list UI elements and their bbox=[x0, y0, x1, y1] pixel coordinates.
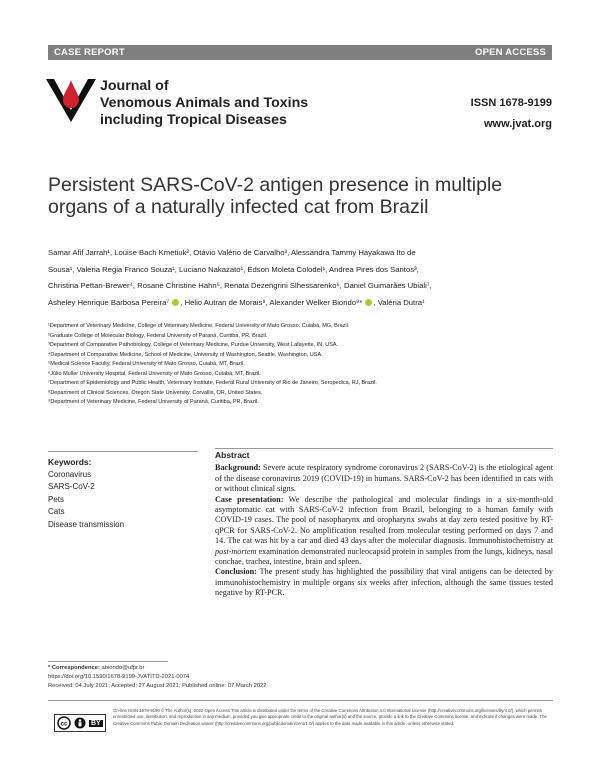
affiliation: ¹Department of Veterinary Medicine, College of Veterinary Medicine, Federal University of Mato Grosso, Cuiabá, MG, Brazil. bbox=[48, 323, 350, 329]
correspondence-label: * Correspondence: bbox=[48, 665, 100, 671]
orcid-icon[interactable] bbox=[365, 299, 372, 306]
author-list bbox=[48, 245, 556, 311]
affiliation: ⁵Medical Science Faculty, Federal University of Mato Grosso, Cuiabá, MT, Brazil. bbox=[48, 361, 245, 367]
background-label: Background: bbox=[215, 463, 261, 473]
divider bbox=[215, 448, 553, 449]
conclusion-label: Conclusion: bbox=[215, 567, 257, 577]
affiliations bbox=[48, 322, 558, 408]
affiliation: ⁶Júlio Muller University Hospital, Federal University of Mato Grosso, Cuiabá, MT, Brazil. bbox=[48, 370, 261, 377]
cc-icon bbox=[57, 716, 71, 730]
authors-line bbox=[48, 295, 556, 312]
keyword: Coronavirus bbox=[48, 469, 92, 479]
keywords-section bbox=[48, 456, 198, 531]
correspondence-email[interactable]: abiondo@ufpr.br bbox=[99, 665, 145, 671]
cc-by-label: BY bbox=[91, 719, 101, 727]
divider bbox=[48, 700, 553, 701]
journal-name bbox=[100, 78, 308, 129]
cc-license-badge[interactable] bbox=[54, 714, 106, 732]
case-text: examination demonstrated nucleocapsid protein in samples from the lungs, kidneys, nasal conchae, trachea, intestine, brain and spleen. bbox=[215, 546, 553, 567]
authors-line: Samar Afif Jarrah¹, Louise Bach Kmetiuk², Otávio Valério de Carvalho³, Alessandra Tammy Hayakawa Ito de bbox=[48, 248, 416, 257]
keywords-heading: Keywords: bbox=[48, 457, 92, 467]
keyword: Disease transmission bbox=[48, 519, 125, 529]
author-name: , Helio Autran de Morais⁸, Alexander Welker Biondo⁹* bbox=[180, 297, 363, 307]
header-bar bbox=[48, 45, 552, 60]
authors-line: Sousa¹, Valeria Regia Franco Souza¹, Luciano Nakazato¹, Edson Moleta Colodel¹, Andrea Pires dos Santos³, bbox=[48, 264, 419, 274]
abstract-conclusion bbox=[215, 567, 553, 598]
affiliation: ³Department of Comparative Pathobiology, College of Veterinary Medicine, Purdue University, West Lafayette, IN, USA. bbox=[48, 342, 339, 348]
journal-logo-icon bbox=[44, 76, 98, 126]
abstract-case bbox=[215, 495, 553, 568]
person-icon bbox=[74, 717, 86, 729]
orcid-icon[interactable] bbox=[172, 299, 179, 306]
doi-link[interactable]: https://doi.org/10.1590/1678-9199-JVATITD-2021-0074 bbox=[48, 674, 190, 680]
authors-line: Christina Pettan-Brewer⁴, Rosane Christine Hahn⁵, Renata Dezengrini Slhessarenko⁶, Daniel Guimarães Ubiali⁷, bbox=[48, 281, 432, 291]
abstract-background bbox=[215, 463, 553, 494]
article-title: Persistent SARS-CoV-2 antigen presence in multiple organs of a naturally infected cat from Brazil bbox=[48, 174, 503, 218]
svg-text:cc: cc bbox=[60, 721, 68, 728]
open-access-label: OPEN ACCESS bbox=[474, 47, 546, 58]
author-name: Asheley Henrique Barbosa Pereira⁷ bbox=[48, 297, 170, 307]
affiliation: ⁷Department of Epidemiology and Public Health, Veterinary Institute, Federal Rural University of Rio de Janeiro, Seropedica, RJ, Brazil. bbox=[48, 380, 377, 386]
abstract-heading: Abstract bbox=[215, 450, 250, 460]
divider bbox=[48, 451, 198, 452]
background-text: Severe acute respiratory syndrome coronavirus 2 (SARS-CoV-2) is the etiological agent of the disease coronavirus 2019 (COVID-19) in humans. SARS-CoV-2 has been identified in cats with or without clinical signs. bbox=[215, 463, 553, 494]
affiliation: ⁴Department of Comparative Medicine, School of Medicine, University of Washington, Seattle, Washington, USA. bbox=[48, 351, 323, 358]
journal-name-line1: Journal of bbox=[100, 78, 169, 94]
keyword: Pets bbox=[48, 494, 65, 504]
journal-website-link[interactable]: www.jvat.org bbox=[483, 118, 552, 130]
keyword: Cats bbox=[48, 507, 65, 516]
affiliation: ⁸Department of Clinical Sciences, Oregon State University, Corvallis, OR, United States. bbox=[48, 389, 263, 396]
publication-dates: Received: 04 July 2021; Accepted: 27 August 2021; Published online: 07 March 2022 bbox=[48, 683, 267, 689]
divider bbox=[48, 661, 168, 662]
license-text: On-line ISSN 1678-9199 © The Author(s). 2022 Open Access This article is distributed under the terms of the Creative Commons Attribution 4.0 International License (http://creativecommons.org/licenses/by/4.0/), which permits unrestricted use, distribution, and reproduction in any medium, provided you give appropriate credit to the original author(s) and the source, provide a link to the Creative Commons license, and indicate if changes were made. The Creative Commons Public Domain Dedication waiver (http://creativecommons.org/publicdomain/zero/1.0/) applies to the data made available in this article, unless otherwise stated. bbox=[113, 708, 547, 726]
case-text-italic: post-mortem bbox=[215, 546, 257, 556]
abstract-section bbox=[215, 450, 553, 599]
keyword: SARS-CoV-2 bbox=[48, 482, 95, 491]
journal-name-line2: Venomous Animals and Toxins bbox=[100, 95, 309, 111]
conclusion-text: The present study has highlighted the possibility that viral antigens can be detected by immunohistochemistry in multiple organs six weeks after infection, although the same tissues tested negative by RT-PCR. bbox=[215, 567, 553, 598]
footnote bbox=[48, 664, 267, 691]
correspondence bbox=[48, 664, 267, 673]
case-text: We describe the pathological and molecular findings in a six-month-old asymptomatic cat with SARS-CoV-2 infection from Brazil, belonging to a human family with COVID-19 cases. The pool of nasopharynx and oropharynx swabs at day zero tested positive by RT-qPCR for SARS-CoV-2. No amplification resulted from molecular testing performed on days 7 and 14. The cat was hit by a car and died 43 days after the molecular diagnosis. Immunohistochemistry at bbox=[215, 494, 553, 546]
affiliation: ²Graduate College of Molecular Biology, Federal University of Paraná, Curitiba, PR, Brazil. bbox=[48, 332, 268, 339]
case-label: Case presentation: bbox=[215, 494, 284, 504]
affiliation: ⁹Department of Veterinary Medicine, Federal University of Paraná, Curitiba, PR, Brazil. bbox=[48, 399, 259, 405]
article-type-label: CASE REPORT bbox=[54, 47, 125, 58]
author-name: , Valéria Dutra¹ bbox=[373, 297, 425, 307]
issn: ISSN 1678-9199 bbox=[470, 97, 552, 109]
journal-name-line3: including Tropical Diseases bbox=[100, 112, 287, 128]
